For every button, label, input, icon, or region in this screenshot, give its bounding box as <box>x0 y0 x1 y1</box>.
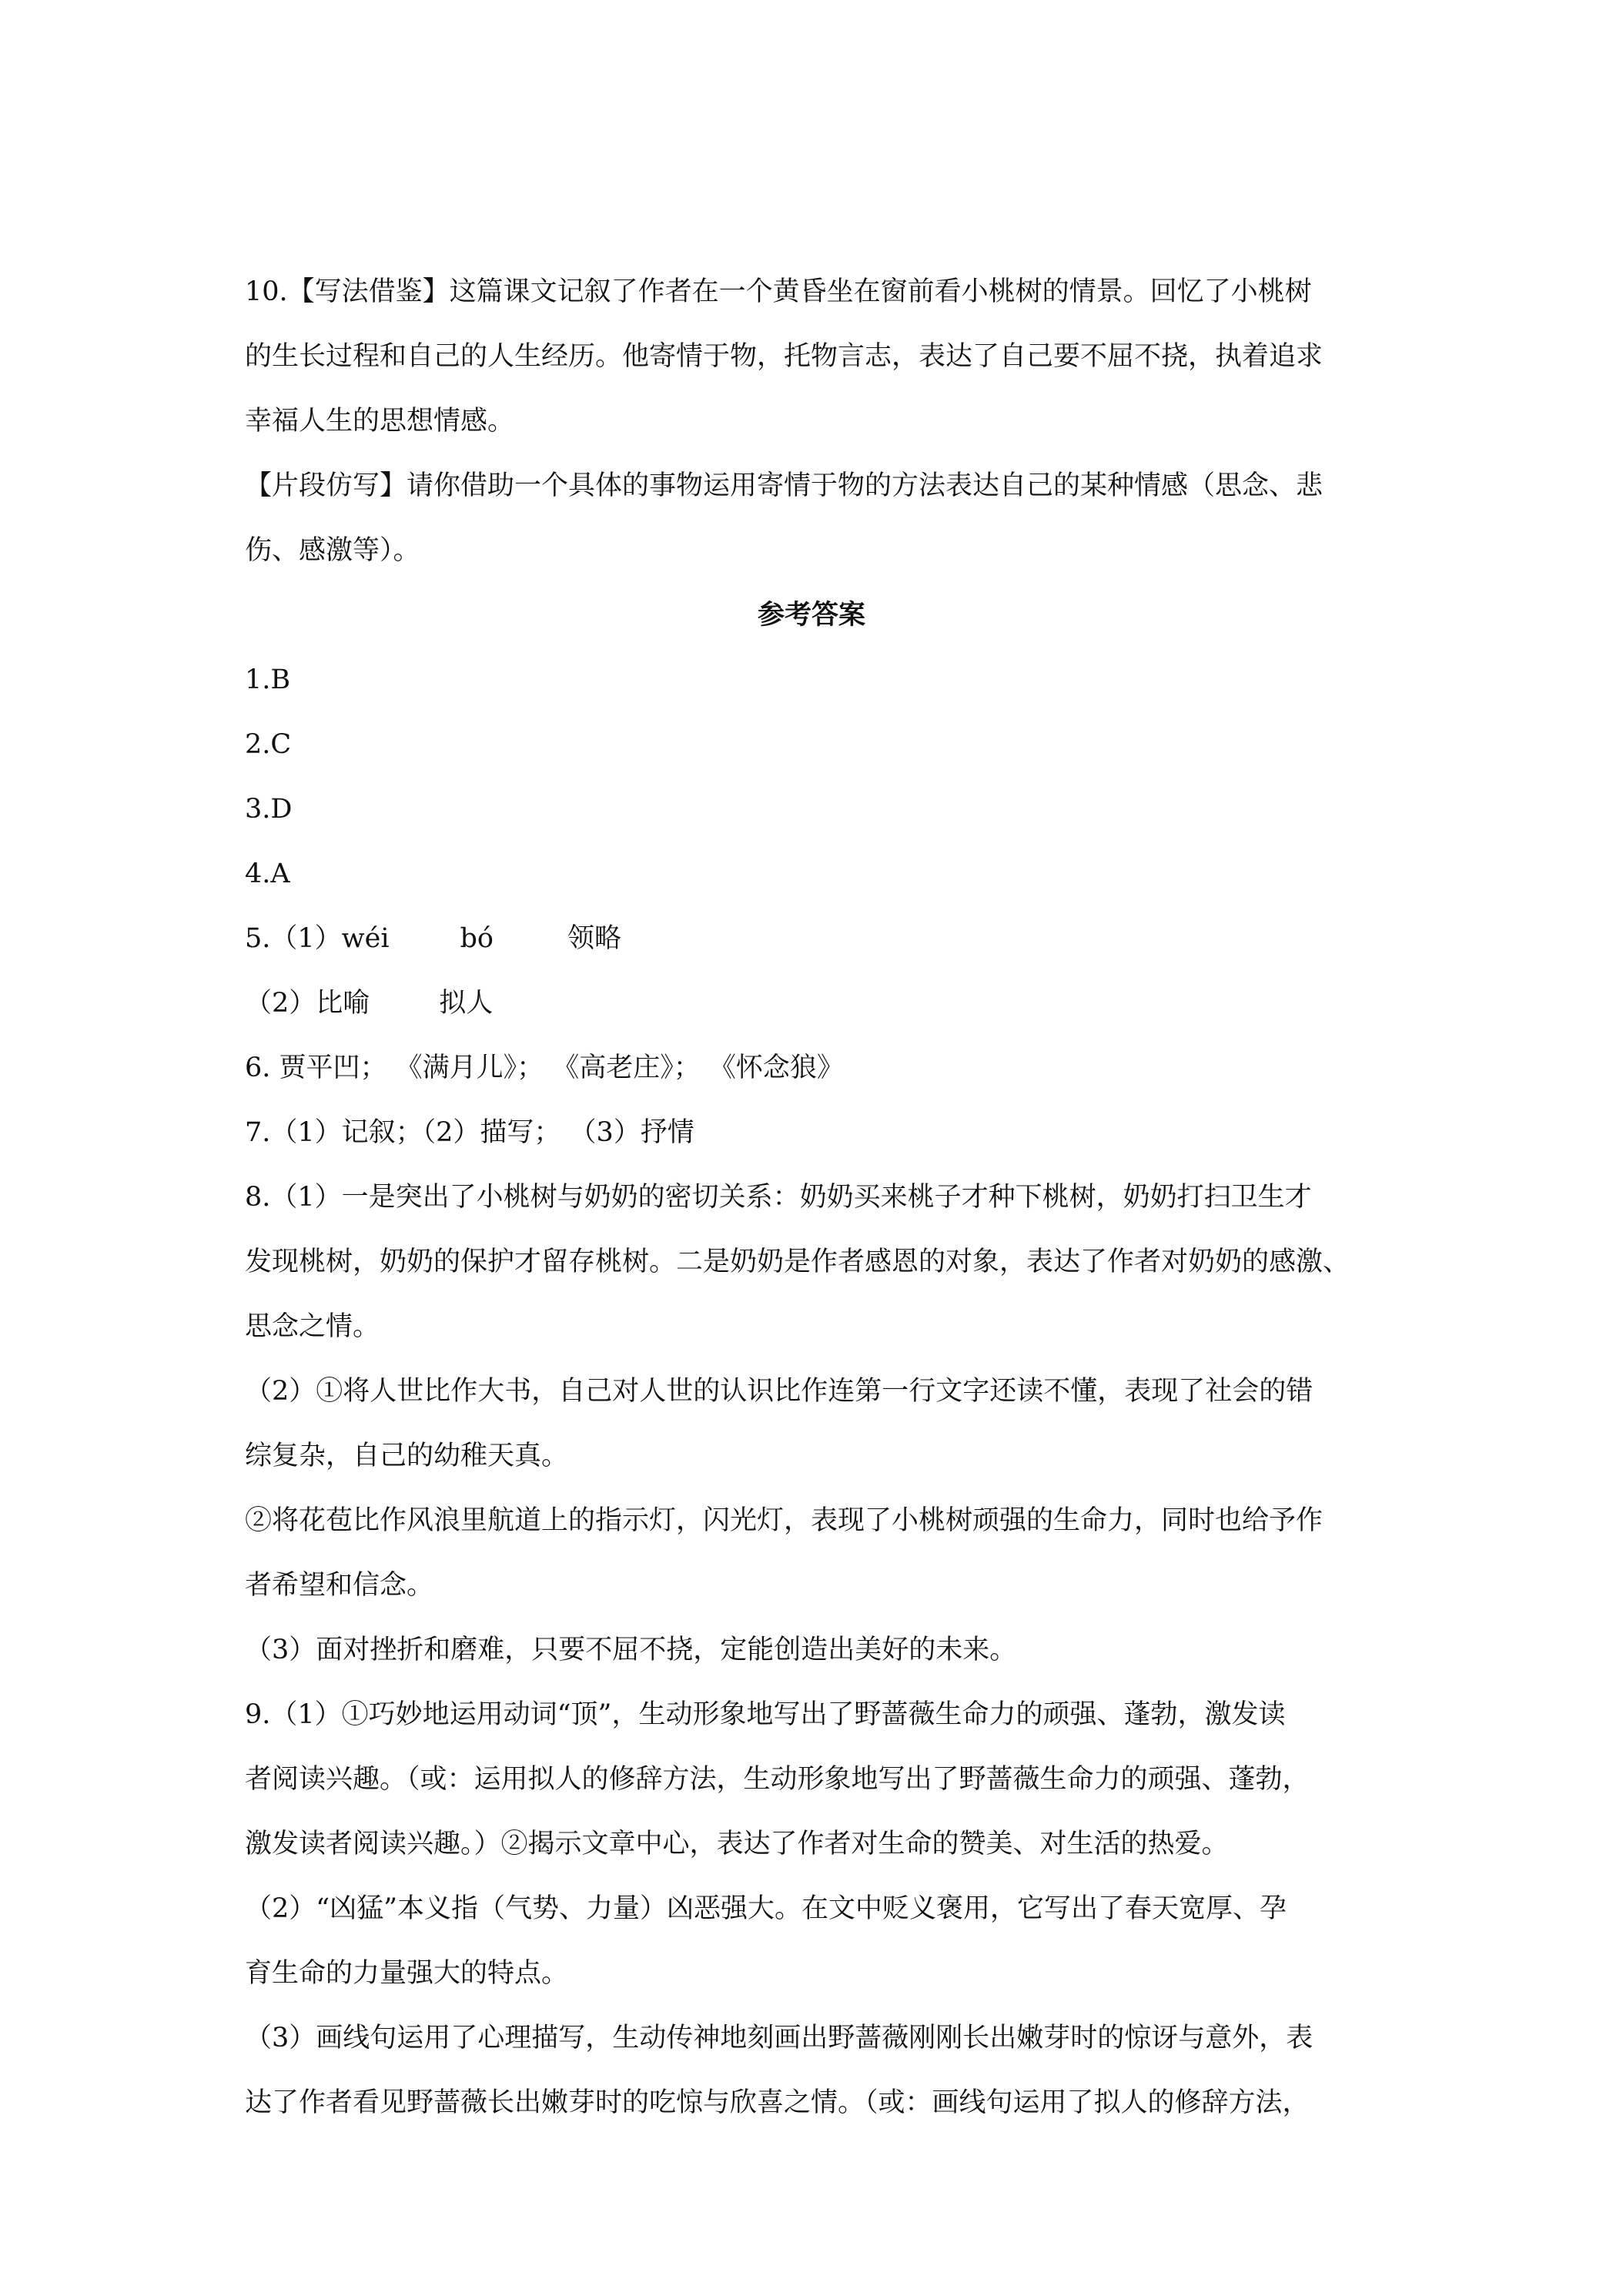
answer-5-2-b: 拟人 <box>439 988 494 1019</box>
answer-6: 6. 贾平凹； 《满月儿》； 《高老庄》； 《怀念狼》 <box>245 1053 844 1083</box>
answer-8-line-7: 者希望和信念。 <box>245 1570 434 1601</box>
answer-8-line-4: （2）①将人世比作大书，自己对人世的认识比作连第一行文字还读不懂，表现了社会的错 <box>245 1376 1313 1407</box>
answer-5-1-b: bó <box>460 923 494 954</box>
answer-8-line-2: 发现桃树，奶奶的保护才留存桃树。二是奶奶是作者感恩的对象，表达了作者对奶奶的感激、 <box>245 1247 1350 1277</box>
q10-line-3: 幸福人生的思想情感。 <box>245 406 515 437</box>
answer-9-line-4: （2）“凶猛”本义指（气势、力量）凶恶强大。在文中贬义褒用，它写出了春天宽厚、孕 <box>245 1893 1287 1924</box>
q10-line-4: 【片段仿写】请你借助一个具体的事物运用寄情于物的方法表达自己的某种情感（思念、悲 <box>245 470 1323 501</box>
answer-5-2-a: （2）比喻 <box>245 988 370 1019</box>
answers-title: 参考答案 <box>757 600 865 631</box>
answer-5-1-a: 5.（1）wéi <box>245 923 390 954</box>
answer-2: 2.C <box>245 729 292 760</box>
q10-line-5: 伤、感激等）。 <box>245 535 420 566</box>
answer-8-line-8: （3）面对挫折和磨难，只要不屈不挠，定能创造出美好的未来。 <box>245 1635 1017 1665</box>
answer-9-line-6: （3）画线句运用了心理描写，生动传神地刻画出野蔷薇刚刚长出嫩芽时的惊讶与意外，表 <box>245 2023 1313 2053</box>
answer-5-1-c: 领略 <box>567 923 622 954</box>
answer-9-line-7: 达了作者看见野蔷薇长出嫩芽时的吃惊与欣喜之情。（或：画线句运用了拟人的修辞方法， <box>245 2087 1310 2118</box>
answer-5-part-2 <box>245 986 1384 1020</box>
answer-9-line-5: 育生命的力量强大的特点。 <box>245 1958 569 1989</box>
answer-5-part-1 <box>245 922 1384 956</box>
answer-3: 3.D <box>245 794 293 825</box>
answer-7: 7.（1）记叙；（2）描写； （3）抒情 <box>245 1117 694 1148</box>
q10-line-1: 10.【写法借鉴】这篇课文记叙了作者在一个黄昏坐在窗前看小桃树的情景。回忆了小桃树 <box>245 276 1312 307</box>
answer-8-line-1: 8.（1）一是突出了小桃树与奶奶的密切关系：奶奶买来桃子才种下桃树，奶奶打扫卫生才 <box>245 1182 1312 1213</box>
answer-9-line-3: 激发读者阅读兴趣。）②揭示文章中心，表达了作者对生命的赞美、对生活的热爱。 <box>245 1829 1229 1859</box>
answer-4: 4.A <box>245 858 290 889</box>
answer-9-line-2: 者阅读兴趣。（或：运用拟人的修辞方法，生动形象地写出了野蔷薇生命力的顽强、蓬勃， <box>245 1764 1310 1795</box>
answer-1: 1.B <box>245 664 291 695</box>
answer-9-line-1: 9.（1）①巧妙地运用动词“顶”，生动形象地写出了野蔷薇生命力的顽强、蓬勃，激发读 <box>245 1699 1286 1730</box>
answer-8-line-6: ②将花苞比作风浪里航道上的指示灯，闪光灯，表现了小桃树顽强的生命力，同时也给予作 <box>245 1505 1323 1536</box>
q10-line-2: 的生长过程和自己的人生经历。他寄情于物，托物言志，表达了自己要不屈不挠，执着追求 <box>245 341 1323 372</box>
answer-8-line-5: 综复杂，自己的幼稚天真。 <box>245 1441 569 1471</box>
answer-8-line-3: 思念之情。 <box>245 1311 380 1342</box>
